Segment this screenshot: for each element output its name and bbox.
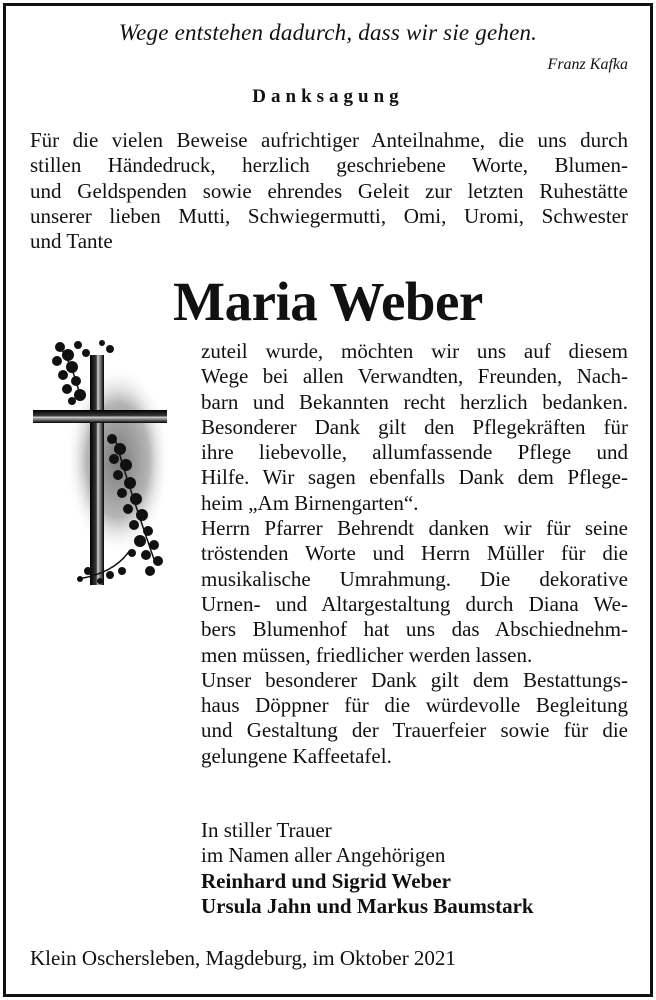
intro-line: und Tante: [30, 229, 113, 254]
body-paragraph: [201, 339, 628, 769]
deceased-name: Maria Weber: [173, 271, 483, 332]
place-date: Klein Oschersleben, Magdeburg, im Oktober 2021: [30, 946, 456, 970]
closing-block: [201, 818, 534, 919]
body-line: bers Blumenhof hat uns das Abschiednehm-: [201, 617, 628, 642]
quote-text: Wege entstehen dadurch, dass wir sie gehen.: [118, 20, 538, 45]
body-line: barn und Bekannten recht herzlich bedanken.: [201, 389, 628, 414]
body-line: Herrn Pfarrer Behrendt danken wir für seine: [201, 516, 628, 541]
intro-line: unserer lieben Mutti, Schwiegermutti, Omi, Uromi, Schwester: [30, 203, 628, 228]
body-line: Urnen- und Altargestaltung durch Diana We-: [201, 591, 628, 616]
body-line: Wege bei allen Verwandten, Freunden, Nach-: [201, 364, 628, 389]
body-line: zuteil wurde, möchten wir uns auf diesem: [201, 339, 628, 363]
intro-line: Für die vielen Beweise aufrichtiger Anteilnahme, die uns durch: [30, 128, 628, 152]
intro-paragraph: [30, 128, 628, 254]
closing-line-2: im Namen aller Angehörigen: [201, 843, 446, 868]
intro-line: stillen Händedruck, herzlich geschriebene Worte, Blumen-: [30, 153, 628, 178]
body-line: haus Döppner für die würdevolle Begleitung: [201, 693, 628, 718]
body-line: gelungene Kaffeetafel.: [201, 743, 392, 768]
body-line: musikalische Umrahmung. Die dekorative: [201, 566, 628, 591]
body-line: und Gestaltung der Trauerfeier sowie für die: [201, 718, 628, 743]
notice-heading: Danksagung: [252, 86, 404, 107]
signer-2: Ursula Jahn und Markus Baumstark: [201, 893, 534, 918]
body-line: men müssen, friedlicher werden lassen.: [201, 642, 533, 667]
signer-1: Reinhard und Sigrid Weber: [201, 868, 451, 893]
body-line: tröstenden Worte und Herrn Müller für die: [201, 541, 628, 566]
cross-icon: [30, 335, 170, 595]
body-line: Besonderer Dank gilt den Pflegekräften für: [201, 414, 628, 439]
body-line: heim „Am Birnengarten“.: [201, 490, 419, 515]
body-line: Unser besonderer Dank gilt dem Bestattungs-: [201, 667, 628, 692]
quote-author: Franz Kafka: [547, 56, 628, 73]
body-line: Hilfe. Wir sagen ebenfalls Dank dem Pflege-: [201, 465, 628, 490]
closing-line-1: In stiller Trauer: [201, 818, 332, 842]
intro-line: und Geldspenden sowie ehrendes Geleit zur letzten Ruhestätte: [30, 178, 628, 203]
body-line: ihre liebevolle, allumfassende Pflege und: [201, 440, 628, 465]
